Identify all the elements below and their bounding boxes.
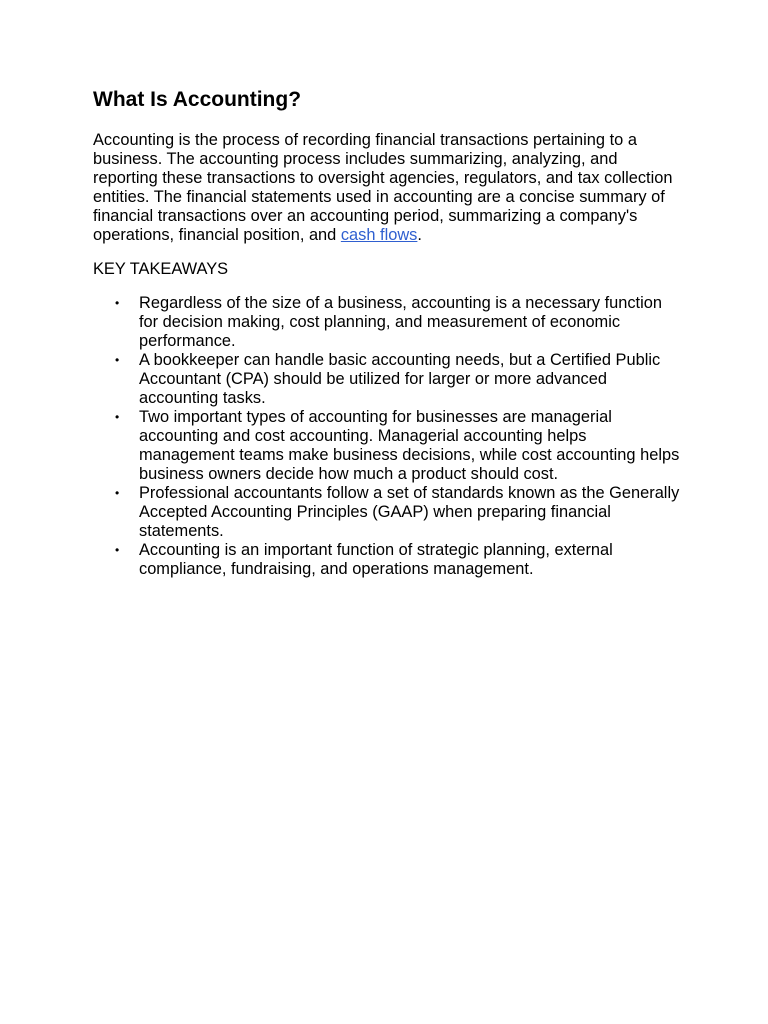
bullet-icon: • (115, 353, 120, 367)
cash-flows-link[interactable]: cash flows (340, 226, 418, 244)
list-item (115, 408, 683, 484)
list-item-text: Professional accountants follow a set of standards known as the Generally Accepted Accounting Principles (GAAP) when preparing financial statements. (139, 484, 680, 540)
list-item (115, 294, 683, 351)
intro-paragraph (93, 131, 683, 245)
list-item (115, 484, 683, 541)
intro-text: Accounting is the process of recording financial transactions pertaining to a business. The accounting process includes summarizing, analyzing, and reporting these transactions to oversight agencies, regulators, and tax collection entities. The financial statements used in accounting are a concise summary of financial transactions over an accounting period, summarizing a company's operations, financial position, and (93, 131, 673, 244)
key-takeaways-heading: KEY TAKEAWAYS (93, 260, 229, 278)
list-item (115, 351, 683, 408)
list-item (115, 541, 683, 579)
list-item-text: A bookkeeper can handle basic accounting needs, but a Certified Public Accountant (CPA) should be utilized for larger or more advanced accounting tasks. (139, 351, 661, 407)
list-item-text: Regardless of the size of a business, accounting is a necessary function for decision making, cost planning, and measurement of economic performance. (139, 294, 662, 350)
takeaways-list (93, 294, 683, 579)
page-title: What Is Accounting? (93, 88, 302, 111)
bullet-icon: • (115, 486, 120, 500)
list-item-text: Two important types of accounting for businesses are managerial accounting and cost accounting. Managerial accounting helps management teams make business decisions, while cost accounting helps business owners decide how much a product should cost. (139, 408, 680, 483)
document-page (93, 86, 683, 579)
intro-end: . (417, 226, 422, 244)
bullet-icon: • (115, 410, 120, 424)
bullet-icon: • (115, 543, 120, 557)
list-item-text: Accounting is an important function of strategic planning, external compliance, fundraising, and operations management. (139, 541, 613, 578)
bullet-icon: • (115, 296, 120, 310)
